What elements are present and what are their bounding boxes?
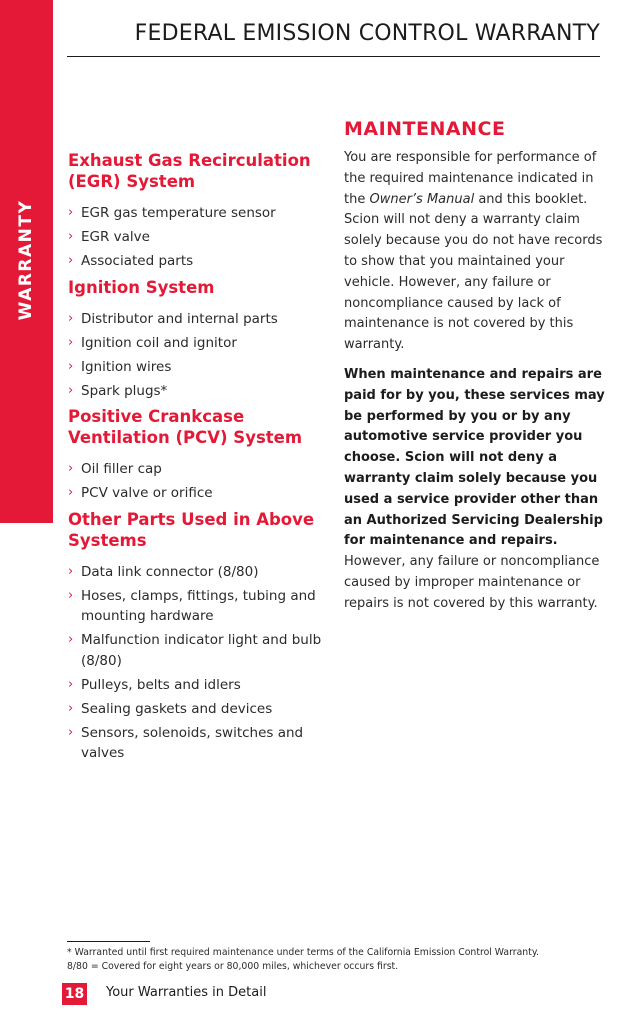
parts-list [68, 203, 330, 272]
footer-title: Your Warranties in Detail [106, 985, 267, 1000]
list-item-text: Ignition coil and ignitor [81, 334, 237, 351]
parts-list [68, 562, 330, 764]
list-item-text: Pulleys, belts and idlers [81, 676, 241, 693]
list-item [68, 483, 330, 504]
list-item-text: Distributor and internal parts [81, 310, 278, 327]
list-item [68, 675, 330, 696]
section-title: Exhaust Gas Recirculation (EGR) System [68, 151, 311, 191]
list-item [68, 203, 330, 224]
section-title: Positive Crankcase Ventilation (PCV) System [68, 407, 303, 447]
para-text: You are responsible for performance of the required maintenance indicated in the [344, 150, 597, 207]
footnote-8-80: 8/80 = Covered for eight years or 80,000 miles, whichever occurs first. [67, 960, 399, 972]
chevron-right-icon: › [68, 724, 74, 740]
section-egr [68, 150, 330, 272]
list-item [68, 333, 330, 354]
list-item [68, 251, 330, 272]
list-item [68, 723, 330, 764]
section-other-parts [68, 509, 330, 764]
footnote-divider [67, 941, 150, 942]
section-title: Other Parts Used in Above Systems [68, 509, 315, 550]
parts-list [68, 459, 330, 504]
section-side-tab [0, 0, 53, 523]
right-column [344, 118, 606, 624]
chevron-right-icon: › [68, 485, 74, 500]
para-text: However, any failure or noncompliance caused by improper maintenance or repairs is not covered by this warranty. [344, 554, 600, 611]
page-title: FEDERAL EMISSION CONTROL WARRANTY [134, 21, 600, 46]
list-item-text: Malfunction indicator light and bulb (8/80) [81, 632, 322, 669]
chevron-right-icon: › [68, 587, 74, 603]
list-item [68, 630, 330, 671]
footnote-asterisk: * Warranted until first required maintenance under terms of the California Emission Control Warranty. [67, 947, 539, 958]
list-item [68, 459, 330, 480]
list-item-text: Sealing gaskets and devices [81, 700, 273, 717]
chevron-right-icon: › [68, 358, 74, 374]
chevron-right-icon: › [68, 253, 74, 268]
parts-list [68, 309, 330, 402]
chevron-right-icon: › [68, 229, 74, 244]
list-item [68, 586, 330, 627]
list-item-text: Data link connector (8/80) [81, 563, 259, 580]
maintenance-heading: MAINTENANCE [344, 118, 506, 140]
chevron-right-icon: › [68, 334, 74, 350]
chevron-right-icon: › [68, 461, 74, 476]
footnotes [67, 946, 539, 973]
chevron-right-icon: › [68, 700, 74, 716]
header-divider [67, 56, 600, 57]
section-title: Ignition System [68, 277, 215, 297]
side-tab-label: WARRANTY [16, 199, 36, 321]
list-item [68, 699, 330, 720]
owners-manual-reference: Owner’s Manual [369, 191, 475, 207]
chevron-right-icon: › [68, 205, 74, 220]
chevron-right-icon: › [68, 563, 74, 579]
page-number: 18 [62, 983, 87, 1005]
list-item [68, 357, 330, 378]
list-item-text: Ignition wires [81, 358, 172, 375]
list-item-text: Sensors, solenoids, switches and valves [81, 724, 304, 761]
chevron-right-icon: › [68, 382, 74, 398]
list-item [68, 381, 330, 402]
maintenance-paragraph-1 [344, 148, 606, 356]
list-item-text: Hoses, clamps, fittings, tubing and mounting hardware [81, 587, 316, 624]
list-item-text: EGR gas temperature sensor [81, 205, 276, 221]
list-item-text: Associated parts [81, 253, 194, 269]
section-pcv [68, 406, 330, 504]
maintenance-paragraph-2 [344, 365, 606, 615]
list-item [68, 309, 330, 330]
chevron-right-icon: › [68, 310, 74, 326]
list-item-text: Spark plugs* [81, 382, 168, 399]
section-ignition [68, 277, 330, 402]
list-item [68, 227, 330, 248]
list-item-text: EGR valve [81, 229, 150, 245]
list-item-text: PCV valve or orifice [81, 485, 213, 501]
chevron-right-icon: › [68, 632, 74, 647]
left-column [68, 150, 330, 769]
chevron-right-icon: › [68, 676, 74, 692]
para-bold-text: When maintenance and repairs are paid for by you, these services may be performed by you or by any automotive service provider you choose. Scion will not deny a warranty claim solely because you used a service provider other than an Authorized Servicing Dealership for maintenance and repairs. [344, 366, 605, 549]
para-text: and this booklet. Scion will not deny a warranty claim solely because you do not have records to show that you maintained your vehicle. However, any failure or noncompliance caused by lack of maintenance is not covered by this warranty. [344, 191, 603, 353]
list-item-text: Oil filler cap [81, 461, 162, 477]
list-item [68, 562, 330, 583]
